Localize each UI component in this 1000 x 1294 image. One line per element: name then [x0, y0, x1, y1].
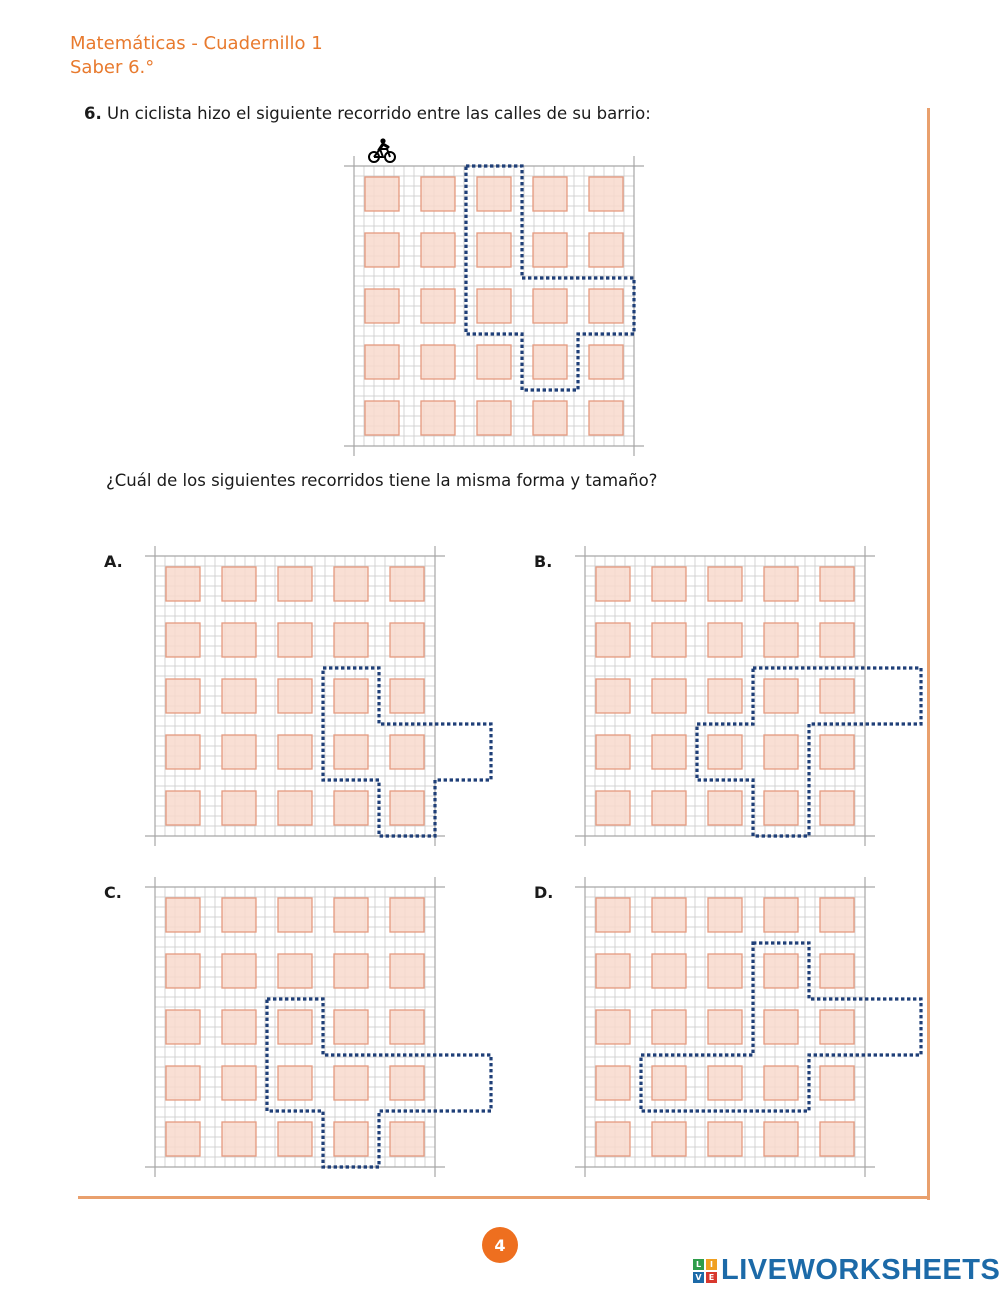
city-block [764, 567, 798, 601]
city-block [533, 233, 567, 267]
city-block [477, 401, 511, 435]
city-block [166, 735, 200, 769]
question-text: Un ciclista hizo el siguiente recorrido entre las calles de su barrio: [107, 104, 651, 123]
city-block [421, 233, 455, 267]
city-block [764, 1010, 798, 1044]
city-block [652, 1122, 686, 1156]
city-block [589, 289, 623, 323]
city-block [390, 567, 424, 601]
city-block [334, 679, 368, 713]
city-block [764, 1066, 798, 1100]
option-b-grid[interactable] [575, 546, 875, 846]
city-block [365, 177, 399, 211]
city-block [596, 1122, 630, 1156]
city-block [278, 898, 312, 932]
city-block [596, 1010, 630, 1044]
city-block [596, 898, 630, 932]
city-block [421, 177, 455, 211]
city-block [166, 898, 200, 932]
sub-question: ¿Cuál de los siguientes recorridos tiene la misma forma y tamaño? [106, 471, 658, 490]
city-block [708, 791, 742, 825]
header-title: Matemáticas - Cuadernillo 1 [70, 33, 323, 54]
city-block [652, 623, 686, 657]
option-d-label[interactable]: D. [534, 883, 554, 902]
city-block [708, 735, 742, 769]
city-block [596, 735, 630, 769]
city-block [365, 233, 399, 267]
city-block [166, 679, 200, 713]
option-c-label[interactable]: C. [104, 883, 122, 902]
city-block [334, 898, 368, 932]
city-block [278, 1010, 312, 1044]
city-block [334, 567, 368, 601]
city-block [764, 735, 798, 769]
city-block [166, 954, 200, 988]
city-block [477, 177, 511, 211]
city-block [764, 679, 798, 713]
option-b-label[interactable]: B. [534, 552, 553, 571]
city-block [708, 679, 742, 713]
city-block [222, 735, 256, 769]
city-block [222, 1066, 256, 1100]
city-block [166, 1122, 200, 1156]
city-block [652, 954, 686, 988]
city-block [589, 401, 623, 435]
question-number: 6. [84, 104, 102, 123]
city-block [533, 345, 567, 379]
city-block [708, 1122, 742, 1156]
city-block [278, 735, 312, 769]
city-block [596, 1066, 630, 1100]
city-block [365, 289, 399, 323]
city-block [390, 1066, 424, 1100]
city-block [596, 791, 630, 825]
city-block [477, 345, 511, 379]
city-block [421, 345, 455, 379]
city-block [166, 1010, 200, 1044]
city-block [222, 898, 256, 932]
city-block [278, 1066, 312, 1100]
city-block [166, 1066, 200, 1100]
city-block [652, 791, 686, 825]
city-block [278, 623, 312, 657]
city-block [390, 679, 424, 713]
city-block [334, 735, 368, 769]
question-statement [84, 104, 651, 123]
city-block [589, 345, 623, 379]
option-a-label[interactable]: A. [104, 552, 123, 571]
option-d-grid[interactable] [575, 877, 875, 1177]
city-block [334, 1010, 368, 1044]
city-block [652, 735, 686, 769]
frame-border-bottom [78, 1196, 930, 1199]
city-block [278, 791, 312, 825]
city-block [334, 791, 368, 825]
city-block [820, 1066, 854, 1100]
city-block [222, 623, 256, 657]
city-block [533, 401, 567, 435]
city-block [589, 233, 623, 267]
city-block [764, 791, 798, 825]
city-block [596, 954, 630, 988]
city-block [421, 401, 455, 435]
city-block [278, 954, 312, 988]
city-block [708, 954, 742, 988]
city-block [820, 735, 854, 769]
city-block [390, 954, 424, 988]
city-block [390, 898, 424, 932]
city-block [820, 623, 854, 657]
frame-border-right [927, 108, 930, 1200]
city-block [820, 791, 854, 825]
city-block [533, 177, 567, 211]
liveworksheets-brand: LIVEWORKSHEETS [721, 1254, 1000, 1286]
city-block [652, 1066, 686, 1100]
city-block [278, 1122, 312, 1156]
city-block [334, 1066, 368, 1100]
city-block [365, 345, 399, 379]
city-block [820, 954, 854, 988]
city-block [390, 623, 424, 657]
city-block [708, 567, 742, 601]
city-block [477, 233, 511, 267]
city-block [222, 791, 256, 825]
header-subtitle: Saber 6.° [70, 57, 155, 78]
city-block [764, 623, 798, 657]
main-route-grid [344, 156, 644, 456]
city-block [820, 1122, 854, 1156]
city-block [222, 567, 256, 601]
city-block [820, 567, 854, 601]
city-block [421, 289, 455, 323]
city-block [166, 567, 200, 601]
city-block [390, 791, 424, 825]
city-block [390, 1122, 424, 1156]
city-block [764, 1122, 798, 1156]
city-block [820, 1010, 854, 1044]
city-block [166, 623, 200, 657]
city-block [708, 898, 742, 932]
city-block [596, 567, 630, 601]
city-block [764, 898, 798, 932]
city-block [278, 679, 312, 713]
city-block [334, 954, 368, 988]
city-block [334, 1122, 368, 1156]
city-block [596, 679, 630, 713]
page-number: 4 [482, 1227, 518, 1263]
bicycle-rider-icon [367, 138, 397, 164]
city-block [222, 679, 256, 713]
city-block [652, 898, 686, 932]
city-block [222, 1010, 256, 1044]
city-block [820, 898, 854, 932]
city-block [708, 1066, 742, 1100]
city-block [278, 567, 312, 601]
city-block [365, 401, 399, 435]
city-block [652, 567, 686, 601]
city-block [820, 679, 854, 713]
option-c-grid[interactable] [145, 877, 445, 1177]
city-block [334, 623, 368, 657]
city-block [533, 289, 567, 323]
city-block [222, 1122, 256, 1156]
city-block [166, 791, 200, 825]
city-block [222, 954, 256, 988]
city-block [596, 623, 630, 657]
city-block [477, 289, 511, 323]
city-block [764, 954, 798, 988]
city-block [652, 679, 686, 713]
city-block [589, 177, 623, 211]
city-block [390, 1010, 424, 1044]
liveworksheets-icon: L I V E [693, 1259, 717, 1283]
option-a-grid[interactable] [145, 546, 445, 846]
city-block [708, 1010, 742, 1044]
city-block [390, 735, 424, 769]
city-block [652, 1010, 686, 1044]
city-block [708, 623, 742, 657]
liveworksheets-logo [693, 1254, 1000, 1287]
